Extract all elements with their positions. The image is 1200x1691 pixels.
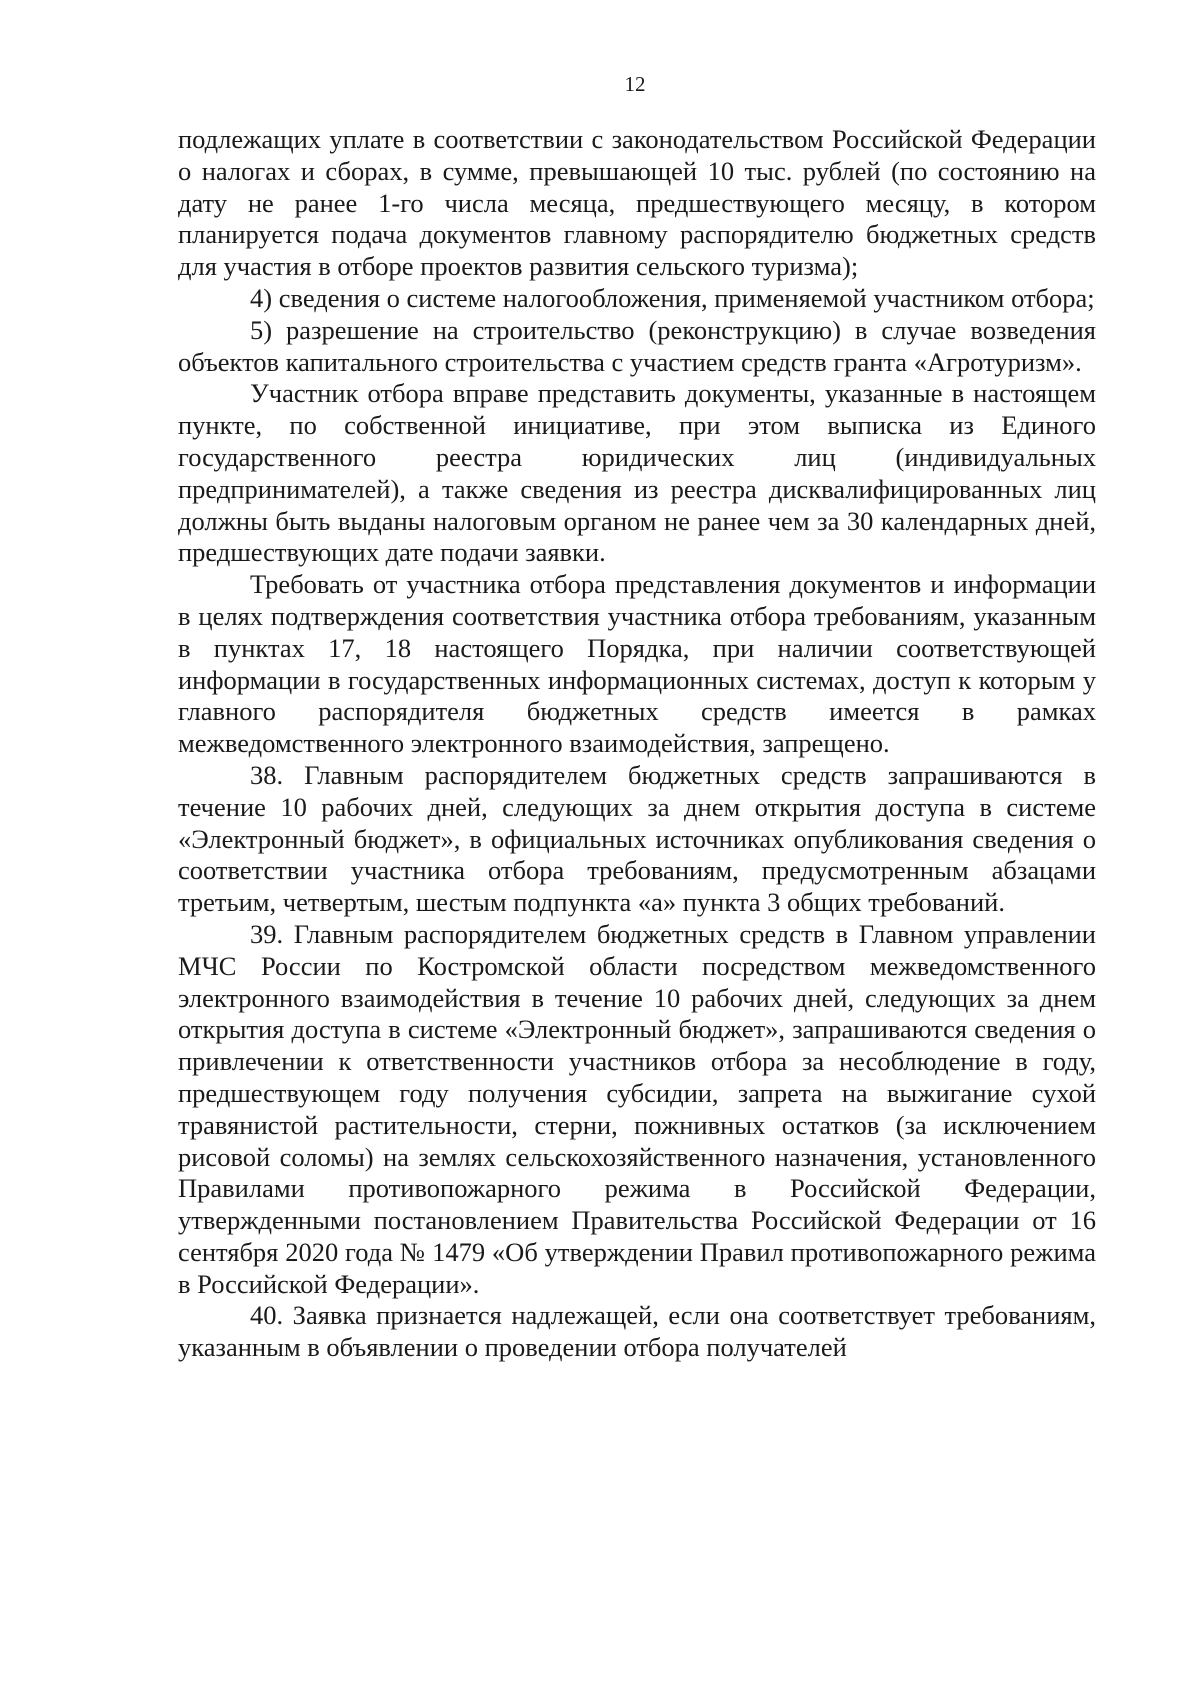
paragraph-clause-40: 40. Заявка признается надлежащей, если она соответствует требованиям, указанным в объявлении о проведении отбора получателей: [178, 1300, 1096, 1363]
paragraph-participant-rights: Участник отбора вправе представить документы, указанные в настоящем пункте, по собственной инициативе, при этом выписка из Единого государственного реестра юридических лиц (индивидуальных предпринимателей), а также сведения из реестра дисквалифицированных лиц должны быть выданы налоговым органом не ранее чем за 30 календарных дней, предшествующих дате подачи заявки.: [178, 378, 1096, 568]
paragraph-item-4: 4) сведения о системе налогообложения, применяемой участником отбора;: [250, 282, 1095, 313]
paragraph-prohibition: Требовать от участника отбора представления документов и информации в целях подтверждения соответствия участника отбора требованиям, указанным в пунктах 17, 18 настоящего Порядка, при наличии соответствующей информации в государственных информационных системах, доступ к которым у главного распорядителя бюджетных средств имеется в рамках межведомственного электронного взаимодействия, запрещено.: [178, 569, 1096, 759]
page-number: 12: [624, 72, 646, 96]
paragraph-clause-39: 39. Главным распорядителем бюджетных средств в Главном управлении МЧС России по Костромской области посредством межведомственного электронного взаимодействия в течение 10 рабочих дней, следующих за днем открытия доступа в системе «Электронный бюджет», запрашиваются сведения о привлечении к ответственности участников отбора за несоблюдение в году, предшествующем году получения субсидии, запрета на выжигание сухой травянистой растительности, стерни, пожнивных остатков (за исключением рисовой соломы) на землях сельскохозяйственного назначения, установленного Правилами противопожарного режима в Российской Федерации, утвержденными постановлением Правительства Российской Федерации от 16 сентября 2020 года № 1479 «Об утверждении Правил противопожарного режима в Российской Федерации».: [178, 918, 1096, 1299]
document-body: [178, 124, 1096, 1364]
paragraph-item-5: 5) разрешение на строительство (реконструкцию) в случае возведения объектов капитального строительства с участием средств гранта «Агротуризм».: [178, 314, 1096, 377]
paragraph-continuation: подлежащих уплате в соответствии с законодательством Российской Федерации о налогах и сборах, в сумме, превышающей 10 тыс. рублей (по состоянию на дату не ранее 1-го числа месяца, предшествующего месяцу, в котором планируется подача документов главному распорядителю бюджетных средств для участия в отборе проектов развития сельского туризма);: [178, 124, 1096, 282]
paragraph-clause-38: 38. Главным распорядителем бюджетных средств запрашиваются в течение 10 рабочих дней, следующих за днем открытия доступа в системе «Электронный бюджет», в официальных источниках опубликования сведения о соответствии участника отбора требованиям, предусмотренным абзацами третьим, четвертым, шестым подпункта «а» пункта 3 общих требований.: [178, 759, 1096, 918]
